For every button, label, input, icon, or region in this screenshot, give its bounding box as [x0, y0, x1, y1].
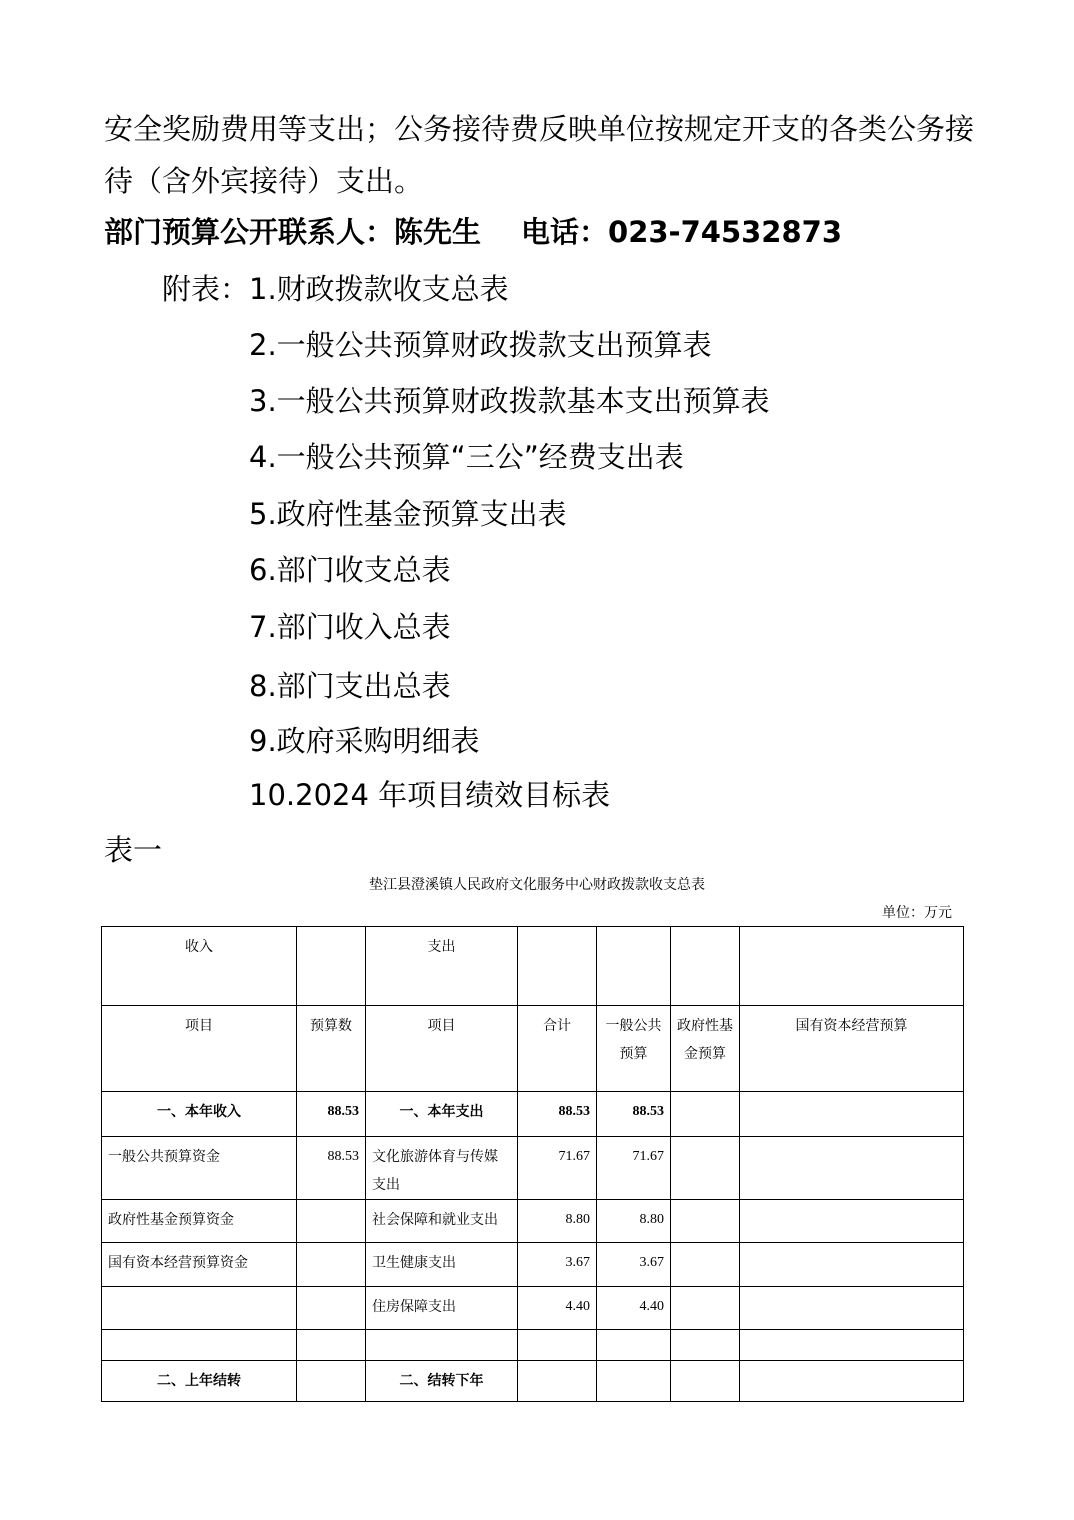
- table-row: [102, 1137, 964, 1200]
- attachment-item: 1.财政拨款收支总表: [249, 272, 509, 306]
- income-budget-cell: [297, 1200, 366, 1243]
- income-item-cell: 二、上年结转: [102, 1361, 297, 1402]
- empty-cell: [740, 927, 964, 1006]
- expense-item-cell: 二、结转下年: [366, 1361, 518, 1402]
- fund-cell: [671, 1287, 740, 1330]
- total-cell: 88.53: [518, 1092, 597, 1137]
- state-capital-cell: [740, 1287, 964, 1330]
- general-cell: 71.67: [597, 1137, 671, 1200]
- attachment-item: 6.部门收支总表: [249, 553, 451, 587]
- attachment-prefix: 附表：: [162, 272, 250, 306]
- expense-item-cell: [366, 1330, 518, 1361]
- fund-cell: [671, 1243, 740, 1287]
- empty-cell: [297, 927, 366, 1006]
- fund-cell: [671, 1361, 740, 1402]
- table-row: [102, 1361, 964, 1402]
- empty-cell: [597, 927, 671, 1006]
- header-total: 合计: [518, 1006, 597, 1092]
- state-capital-cell: [740, 1361, 964, 1402]
- state-capital-cell: [740, 1243, 964, 1287]
- expense-item-cell: 住房保障支出: [366, 1287, 518, 1330]
- budget-table: [101, 926, 964, 1402]
- table-row: [102, 1330, 964, 1361]
- table-row: [102, 1200, 964, 1243]
- paragraph-line-1: 安全奖励费用等支出；公务接待费反映单位按规定开支的各类公务接: [104, 112, 975, 146]
- fund-cell: [671, 1330, 740, 1361]
- income-item-cell: 一般公共预算资金: [102, 1137, 297, 1200]
- attachment-item: 5.政府性基金预算支出表: [249, 497, 567, 531]
- expense-item-cell: 卫生健康支出: [366, 1243, 518, 1287]
- table-row: [102, 1243, 964, 1287]
- contact-line: [104, 215, 842, 249]
- header-fund-budget: 政府性基金预算: [671, 1006, 740, 1092]
- total-cell: 3.67: [518, 1243, 597, 1287]
- income-budget-cell: [297, 1361, 366, 1402]
- total-cell: 71.67: [518, 1137, 597, 1200]
- general-cell: [597, 1361, 671, 1402]
- income-item-cell: 一、本年收入: [102, 1092, 297, 1137]
- table-title: 垫江县澄溪镇人民政府文化服务中心财政拨款收支总表: [369, 877, 705, 893]
- paragraph-line-2: 待（含外宾接待）支出。: [104, 164, 424, 198]
- income-item-cell: 国有资本经营预算资金: [102, 1243, 297, 1287]
- table-row: [102, 1092, 964, 1137]
- general-cell: [597, 1330, 671, 1361]
- expense-item-cell: 文化旅游体育与传媒支出: [366, 1137, 518, 1200]
- general-cell: 3.67: [597, 1243, 671, 1287]
- attachment-item: 9.政府采购明细表: [249, 724, 480, 758]
- total-cell: 8.80: [518, 1200, 597, 1243]
- unit-label: 单位：万元: [882, 905, 952, 921]
- general-cell: 8.80: [597, 1200, 671, 1243]
- general-cell: 4.40: [597, 1287, 671, 1330]
- attachment-item: 2.一般公共预算财政拨款支出预算表: [249, 328, 712, 362]
- state-capital-cell: [740, 1330, 964, 1361]
- income-budget-cell: 88.53: [297, 1092, 366, 1137]
- fund-cell: [671, 1092, 740, 1137]
- attachment-item: 4.一般公共预算“三公”经费支出表: [249, 440, 684, 474]
- contact-phone: 电话：023-74532873: [521, 215, 843, 249]
- income-budget-cell: [297, 1287, 366, 1330]
- table-row: [102, 1287, 964, 1330]
- header-expense-item: 项目: [366, 1006, 518, 1092]
- income-budget-cell: 88.53: [297, 1137, 366, 1200]
- income-item-cell: [102, 1287, 297, 1330]
- general-cell: 88.53: [597, 1092, 671, 1137]
- expense-item-cell: 社会保障和就业支出: [366, 1200, 518, 1243]
- section-label: 表一: [104, 833, 163, 867]
- group-header-row: [102, 927, 964, 1006]
- state-capital-cell: [740, 1092, 964, 1137]
- total-cell: 4.40: [518, 1287, 597, 1330]
- income-budget-cell: [297, 1330, 366, 1361]
- fund-cell: [671, 1200, 740, 1243]
- state-capital-cell: [740, 1200, 964, 1243]
- fund-cell: [671, 1137, 740, 1200]
- header-state-capital-budget: 国有资本经营预算: [740, 1006, 964, 1092]
- income-item-cell: 政府性基金预算资金: [102, 1200, 297, 1243]
- expense-item-cell: 一、本年支出: [366, 1092, 518, 1137]
- total-cell: [518, 1361, 597, 1402]
- attachment-item: 3.一般公共预算财政拨款基本支出预算表: [249, 384, 770, 418]
- contact-label: 部门预算公开联系人：陈先生: [104, 215, 482, 249]
- column-header-row: [102, 1006, 964, 1092]
- income-group-header: 收入: [102, 927, 297, 1006]
- attachment-item: 8.部门支出总表: [249, 669, 451, 703]
- header-general-budget: 一般公共预算: [597, 1006, 671, 1092]
- income-budget-cell: [297, 1243, 366, 1287]
- empty-cell: [671, 927, 740, 1006]
- income-item-cell: [102, 1330, 297, 1361]
- attachment-item: 7.部门收入总表: [249, 610, 451, 644]
- header-income-item: 项目: [102, 1006, 297, 1092]
- header-income-budget: 预算数: [297, 1006, 366, 1092]
- empty-cell: [518, 927, 597, 1006]
- expense-group-header: 支出: [366, 927, 518, 1006]
- attachment-item: 10.2024 年项目绩效目标表: [249, 778, 611, 812]
- state-capital-cell: [740, 1137, 964, 1200]
- total-cell: [518, 1330, 597, 1361]
